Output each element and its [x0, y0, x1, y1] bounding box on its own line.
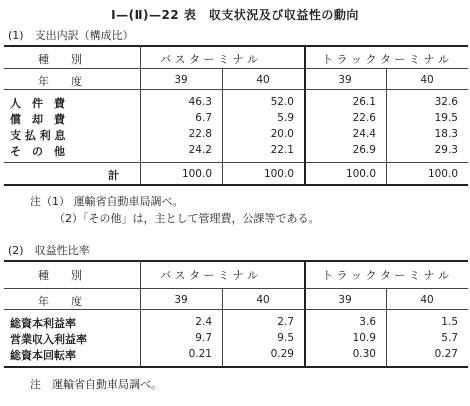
- table1-cell: 22.6: [352, 112, 376, 124]
- table1-cell: 32.6: [434, 96, 458, 108]
- table2-bus-header: バ ス タ ー ミ ナ ル: [160, 269, 258, 282]
- table-title: Ⅰ—(Ⅱ)—22 表 収支状況及び収益性の動向: [111, 8, 359, 22]
- table1-row-label: 支 払 利 息: [10, 129, 66, 142]
- table1-cell: 26.1: [352, 96, 376, 108]
- table1-year: 39: [338, 74, 352, 86]
- table1-vrule-4: [386, 68, 387, 184]
- table2-year: 39: [174, 294, 188, 306]
- table2-year-header: 年 度: [38, 295, 82, 308]
- table1-total-label: 計: [108, 169, 119, 182]
- table1-year: 40: [420, 74, 434, 86]
- table1-cell: 29.3: [434, 144, 458, 156]
- table1-cell: 5.9: [277, 112, 294, 124]
- table2-cell: 3.6: [359, 316, 376, 328]
- table2-vrule-3: [304, 260, 306, 366]
- table2-cell: 1.5: [441, 316, 458, 328]
- table2-row-label: 営業収入利益率: [10, 333, 87, 346]
- table2-kind-header: 種 別: [38, 269, 82, 282]
- table2-cell: 0.30: [352, 348, 376, 360]
- table1-total-cell: 100.0: [181, 168, 212, 180]
- table1-cell: 18.3: [434, 128, 458, 140]
- table2-cell: 9.5: [277, 332, 294, 344]
- table2-cell: 2.7: [277, 316, 294, 328]
- table2-vrule-1: [140, 260, 141, 366]
- table2-truck-header: ト ラ ッ ク タ ー ミ ナ ル: [322, 269, 449, 282]
- table1-cell: 22.8: [188, 128, 212, 140]
- table1-top-rule: [4, 45, 468, 47]
- table1-vrule-3: [304, 45, 306, 184]
- table1-row-label: そ の 他: [10, 145, 65, 158]
- table1-total-rule: [4, 162, 468, 163]
- table1-total-cell: 100.0: [427, 168, 458, 180]
- table2-row-label: 総資本利益率: [10, 317, 76, 330]
- table1-year: 39: [174, 74, 188, 86]
- table2-year: 39: [338, 294, 352, 306]
- table1-total-cell: 100.0: [345, 168, 376, 180]
- table2-label: (2) 収益性比率: [8, 244, 90, 257]
- table1-cell: 46.3: [188, 96, 212, 108]
- table1-note: 注（1） 運輸省自動車局調べ。: [30, 195, 184, 208]
- table1-bus-header: バ ス タ ー ミ ナ ル: [160, 53, 258, 66]
- table1-cell: 24.4: [352, 128, 376, 140]
- table1-vrule-2: [222, 68, 223, 184]
- table1-vrule-1: [140, 45, 141, 184]
- table2-row-label: 総資本回転率: [10, 349, 76, 362]
- table2-bottom-rule: [4, 366, 468, 368]
- table1-year-rule: [4, 89, 468, 90]
- table1-year-header: 年 度: [38, 75, 82, 88]
- table1-row-label: 償 却 費: [10, 113, 65, 126]
- table1-total-cell: 100.0: [263, 168, 294, 180]
- table2-year: 40: [256, 294, 270, 306]
- table1-cell: 52.0: [270, 96, 294, 108]
- table2-cell: 9.7: [195, 332, 212, 344]
- table2-cell: 0.27: [434, 348, 458, 360]
- table2-header-rule: [4, 288, 468, 289]
- table2-vrule-4: [386, 288, 387, 366]
- table1-cell: 20.0: [270, 128, 294, 140]
- table2-cell: 5.7: [441, 332, 458, 344]
- table2-note: 注 運輸省自動車局調べ。: [30, 378, 162, 391]
- table1-note: （2）「その他」は，主として管理費，公課等である。: [54, 212, 320, 225]
- table1-bottom-rule: [4, 184, 468, 186]
- table1-cell: 22.1: [270, 144, 294, 156]
- table1-header-rule: [4, 68, 468, 69]
- table2-year: 40: [420, 294, 434, 306]
- table2-cell: 0.21: [188, 348, 212, 360]
- table2-cell: 2.4: [195, 316, 212, 328]
- table2-cell: 10.9: [352, 332, 376, 344]
- table1-row-label: 人 件 費: [10, 97, 65, 110]
- table1-cell: 6.7: [195, 112, 212, 124]
- table2-vrule-2: [222, 288, 223, 366]
- table1-kind-header: 種 別: [38, 53, 82, 66]
- table1-truck-header: ト ラ ッ ク タ ー ミ ナ ル: [322, 53, 449, 66]
- table2-year-rule: [4, 309, 468, 310]
- table2-cell: 0.29: [270, 348, 294, 360]
- table1-year: 40: [256, 74, 270, 86]
- table1-cell: 19.5: [434, 112, 458, 124]
- table1-label: (1) 支出内訳（構成比）: [8, 29, 134, 42]
- table1-cell: 24.2: [188, 144, 212, 156]
- table2-top-rule: [4, 260, 468, 262]
- table1-cell: 26.9: [352, 144, 376, 156]
